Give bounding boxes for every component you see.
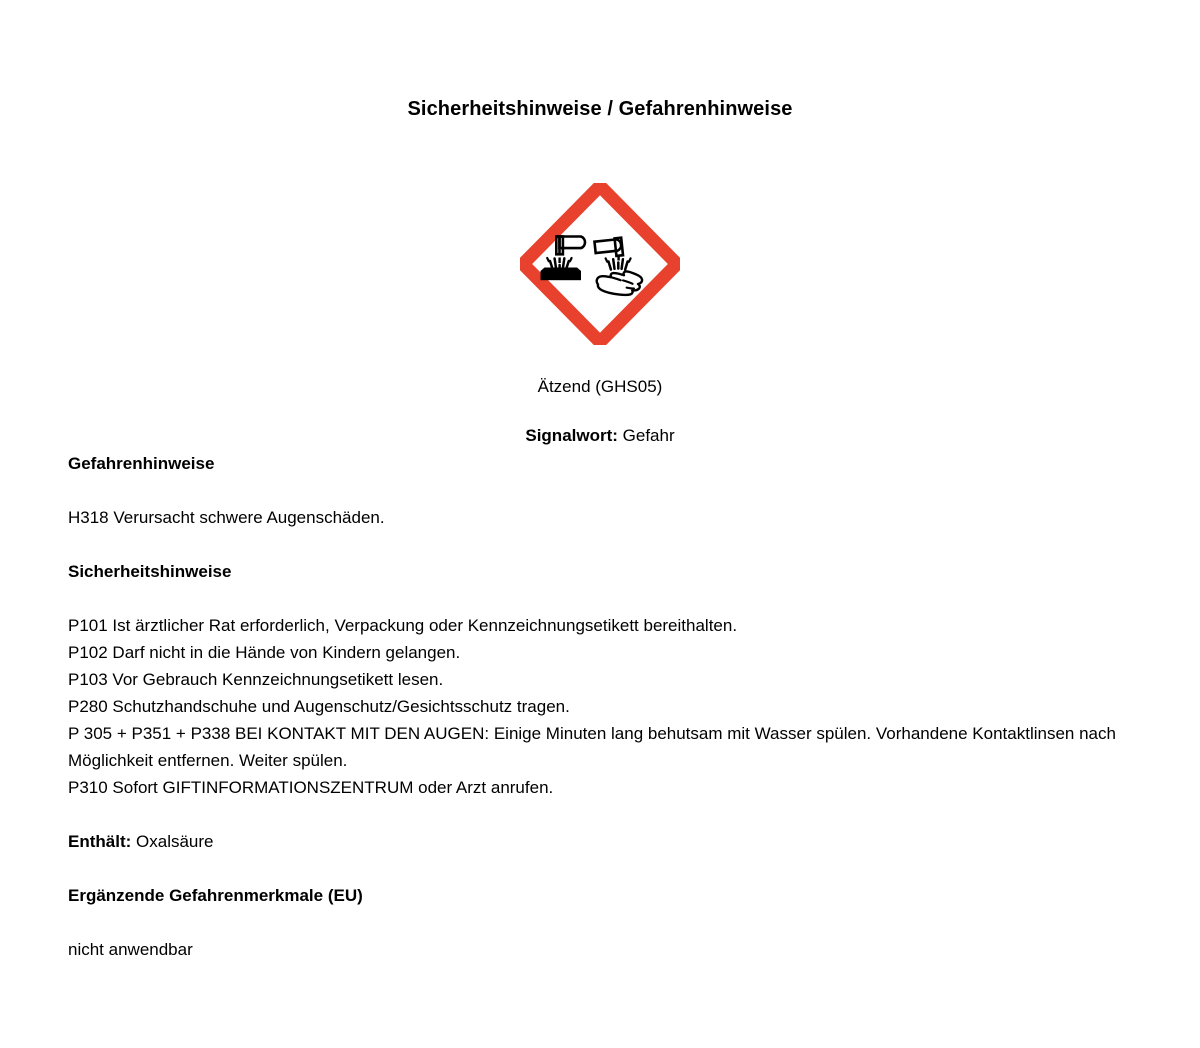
precaution-statement: P103 Vor Gebrauch Kennzeichnungsetikett lesen.: [68, 670, 444, 689]
signal-word-value: Gefahr: [622, 426, 675, 445]
hazard-statement: H318 Verursacht schwere Augenschäden.: [68, 508, 385, 527]
precaution-statement: P310 Sofort GIFTINFORMATIONSZENTRUM oder Arzt anrufen.: [68, 778, 554, 797]
precaution-statement: P 305 + P351 + P338 BEI KONTAKT MIT DEN AUGEN: Einige Minuten lang behutsam mit Wasser spülen. Vorhandene Kontaktlinsen nach Möglichkeit entfernen. Weiter spülen.: [68, 724, 1116, 770]
ghs05-corrosion-pictogram: [520, 183, 680, 345]
contains-line: [68, 828, 1132, 855]
label-body: [68, 450, 1132, 963]
supplemental-section-heading: Ergänzende Gefahrenmerkmale (EU): [68, 886, 363, 905]
contains-label: Enthält:: [68, 832, 132, 851]
page-title: Sicherheitshinweise / Gefahrenhinweise: [407, 98, 793, 120]
precaution-section-heading: Sicherheitshinweise: [68, 562, 232, 581]
signal-word-line: [0, 426, 1200, 446]
precaution-statement: P102 Darf nicht in die Hände von Kindern gelangen.: [68, 643, 461, 662]
precaution-statement: P101 Ist ärztlicher Rat erforderlich, Verpackung oder Kennzeichnungsetikett bereithalten.: [68, 616, 738, 635]
pictogram-caption: Ätzend (GHS05): [537, 377, 663, 396]
contains-value: Oxalsäure: [136, 832, 214, 851]
diamond-border: [523, 186, 677, 342]
pictogram-container: [0, 183, 1200, 345]
supplemental-section-value: nicht anwendbar: [68, 940, 193, 959]
precaution-statement-list: [68, 612, 1132, 801]
hazard-statement-list: [68, 504, 1132, 531]
signal-word-label: Signalwort:: [525, 426, 618, 445]
precaution-statement: P280 Schutzhandschuhe und Augenschutz/Gesichtsschutz tragen.: [68, 697, 570, 716]
hazard-section-heading: Gefahrenhinweise: [68, 454, 215, 473]
